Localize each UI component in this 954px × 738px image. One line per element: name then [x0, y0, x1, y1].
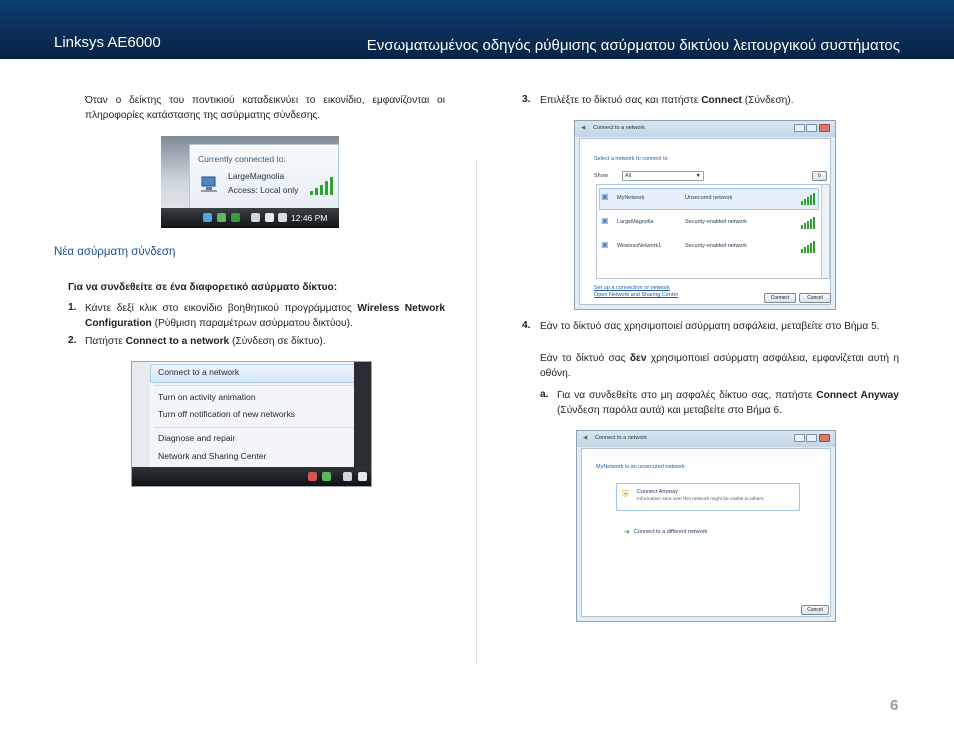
- step-text: (Ρύθμιση παραμέτρων ασύρματου δικτύου).: [151, 317, 353, 329]
- connected-network-name: LargeMagnolia: [228, 171, 285, 181]
- tray-icon[interactable]: [308, 472, 317, 481]
- step-number: 2.: [68, 335, 77, 346]
- step-text: Για να συνδεθείτε στο μη ασφαλές δίκτυο σας, πατήστε: [557, 390, 817, 401]
- show-filter-dropdown[interactable]: [622, 171, 704, 181]
- step-bold-text: δεν: [629, 353, 647, 364]
- network-tray-icon[interactable]: [358, 472, 367, 481]
- menu-item-diagnose[interactable]: Diagnose and repair: [158, 433, 236, 443]
- step-text: (Σύνδεση παρόλα αυτά) και μεταβείτε στο Βήμα 6.: [557, 404, 782, 416]
- show-filter-value: All: [625, 173, 632, 179]
- taskbar: [161, 208, 339, 228]
- currently-connected-label: Currently connected to:: [198, 154, 286, 164]
- connect-network-dialog: [574, 120, 836, 310]
- dialog-titlebar: [575, 121, 835, 137]
- step-text: Πατήστε: [85, 336, 126, 347]
- instruction-subheading: Για να συνδεθείτε σε ένα διαφορετικό ασύρματο δίκτυο:: [68, 282, 338, 293]
- network-tray-icon[interactable]: [251, 213, 260, 222]
- dialog-body: [581, 448, 831, 617]
- minimize-button[interactable]: [794, 124, 805, 132]
- network-computer-icon: [200, 175, 220, 193]
- option-title: Connect Anyway: [637, 489, 678, 495]
- taskbar-clock: 12:46 PM: [291, 213, 328, 223]
- access-status: Access: Local only: [228, 185, 299, 195]
- network-row[interactable]: [601, 212, 811, 234]
- step-bold-text: Connect: [701, 95, 742, 106]
- minimize-button[interactable]: [794, 434, 805, 442]
- network-status: Unsecured network: [685, 195, 733, 201]
- menu-separator: [154, 427, 354, 428]
- arrow-right-icon: ➜: [624, 529, 630, 536]
- step-1-text: [85, 302, 445, 331]
- dialog-heading: Select a network to connect to: [594, 156, 668, 162]
- different-network-option[interactable]: Connect to a different network: [634, 529, 708, 535]
- page-number: 6: [890, 697, 899, 714]
- step-bold-text: Connect Anyway: [816, 390, 899, 401]
- step-text: Επιλέξτε το δίκτυό σας και πατήστε: [540, 95, 702, 106]
- connect-anyway-option[interactable]: [616, 483, 800, 511]
- sharing-center-link[interactable]: Open Network and Sharing Center: [594, 292, 679, 298]
- menu-item-connect[interactable]: Connect to a network: [158, 367, 240, 377]
- dialog-heading: MyNetwork is an unsecured network: [596, 464, 685, 470]
- page-header: [0, 0, 954, 59]
- option-description: Information sent over this network might be visible to others.: [637, 497, 765, 502]
- dialog-title: Connect to a network: [593, 125, 645, 131]
- tray-icon[interactable]: [203, 213, 212, 222]
- unsecured-network-dialog: [576, 430, 836, 622]
- maximize-button[interactable]: [806, 124, 817, 132]
- network-status: Security-enabled network: [685, 243, 748, 249]
- context-menu-screenshot: [131, 361, 372, 487]
- step-4-note: [540, 352, 899, 381]
- menu-gutter: [132, 362, 150, 468]
- signal-strength-icon: [801, 217, 815, 229]
- list-scrollbar[interactable]: [821, 185, 829, 278]
- column-divider: [476, 160, 477, 665]
- signal-strength-icon: [801, 193, 815, 205]
- step-bold-text: Connect to a network: [125, 336, 230, 347]
- taskbar: [132, 467, 371, 486]
- back-arrow-icon[interactable]: ◀: [583, 435, 588, 441]
- network-icon: ▣: [601, 192, 609, 201]
- network-row[interactable]: [601, 236, 811, 258]
- step-text: (Σύνδεση).: [741, 95, 794, 106]
- setup-connection-link[interactable]: Set up a connection or network: [594, 285, 670, 291]
- network-list: [596, 184, 830, 279]
- speaker-icon[interactable]: [278, 213, 287, 222]
- network-tray-icon[interactable]: [265, 213, 274, 222]
- back-arrow-icon[interactable]: ◀: [581, 125, 586, 131]
- desktop-edge: [354, 362, 371, 468]
- network-tray-icon[interactable]: [343, 472, 352, 481]
- tray-icon[interactable]: [231, 213, 240, 222]
- chevron-down-icon: ▼: [695, 173, 701, 179]
- menu-separator: [154, 385, 354, 386]
- signal-strength-icon: [801, 241, 815, 253]
- network-status: Security-enabled network: [685, 219, 748, 225]
- dialog-body: [579, 138, 831, 305]
- signal-strength-icon: [310, 177, 334, 197]
- menu-item-notification[interactable]: Turn off notification of new networks: [158, 409, 296, 419]
- close-button[interactable]: [819, 434, 830, 442]
- step-number: 1.: [68, 302, 77, 313]
- network-name: WirelessNetwork1: [617, 243, 662, 249]
- maximize-button[interactable]: [806, 434, 817, 442]
- document-title: Ενσωματωμένος οδηγός ρύθμισης ασύρματου δικτύου λειτουργικού συστήματος: [366, 37, 900, 54]
- warning-shield-icon: ⛨: [622, 489, 629, 499]
- product-name: Linksys AE6000: [54, 34, 161, 51]
- step-3-text: [540, 94, 900, 109]
- cancel-button[interactable]: Cancel: [801, 605, 829, 615]
- menu-item-activity-animation[interactable]: Turn on activity animation: [158, 392, 256, 402]
- step-text: χρησιμοποιεί ασύρματη ασφάλεια, εμφανίζεται αυτή η οθόνη.: [540, 353, 899, 379]
- step-bold-text: Wireless Network Configuration: [85, 303, 446, 329]
- step-number: 4.: [522, 320, 531, 331]
- step-4-text: Εάν το δίκτυό σας χρησιμοποιεί ασύρματη ασφάλεια, μεταβείτε στο Βήμα 5.: [540, 321, 880, 332]
- menu-item-sharing-center[interactable]: Network and Sharing Center: [158, 451, 267, 461]
- status-popup: [189, 144, 339, 210]
- cancel-button[interactable]: Cancel: [799, 293, 831, 303]
- network-name: MyNetwork: [617, 195, 645, 201]
- connect-button[interactable]: Connect: [764, 293, 796, 303]
- status-popup-screenshot: [161, 136, 339, 228]
- close-button[interactable]: [819, 124, 830, 132]
- show-label: Show: [594, 173, 608, 179]
- step-number: 3.: [522, 94, 531, 105]
- network-name: LargeMagnolia: [617, 219, 654, 225]
- tray-icon[interactable]: [217, 213, 226, 222]
- dialog-title: Connect to a network: [595, 435, 647, 441]
- step-2-text: [85, 335, 445, 350]
- network-row[interactable]: [601, 188, 811, 210]
- dialog-titlebar: [577, 431, 835, 447]
- section-title: Νέα ασύρματη σύνδεση: [54, 246, 176, 258]
- step-text: (Σύνδεση σε δίκτυο).: [229, 336, 326, 347]
- step-text: Εάν το δίκτυό σας: [540, 353, 630, 364]
- step-a-text: [557, 389, 899, 418]
- network-icon: ▣: [601, 240, 609, 249]
- intro-paragraph: Όταν ο δείκτης του ποντικιού καταδεικνύει το εικονίδιο, εμφανίζονται οι πληροφορίες κατάστασης της ασύρματης σύνδεσης.: [85, 95, 445, 121]
- step-text: Κάντε δεξί κλικ στο εικονίδιο βοηθητικού προγράμματος: [85, 303, 358, 314]
- refresh-button[interactable]: ↻: [812, 171, 827, 181]
- network-icon: ▣: [601, 216, 609, 225]
- step-letter: a.: [540, 389, 549, 400]
- tray-icon[interactable]: [322, 472, 331, 481]
